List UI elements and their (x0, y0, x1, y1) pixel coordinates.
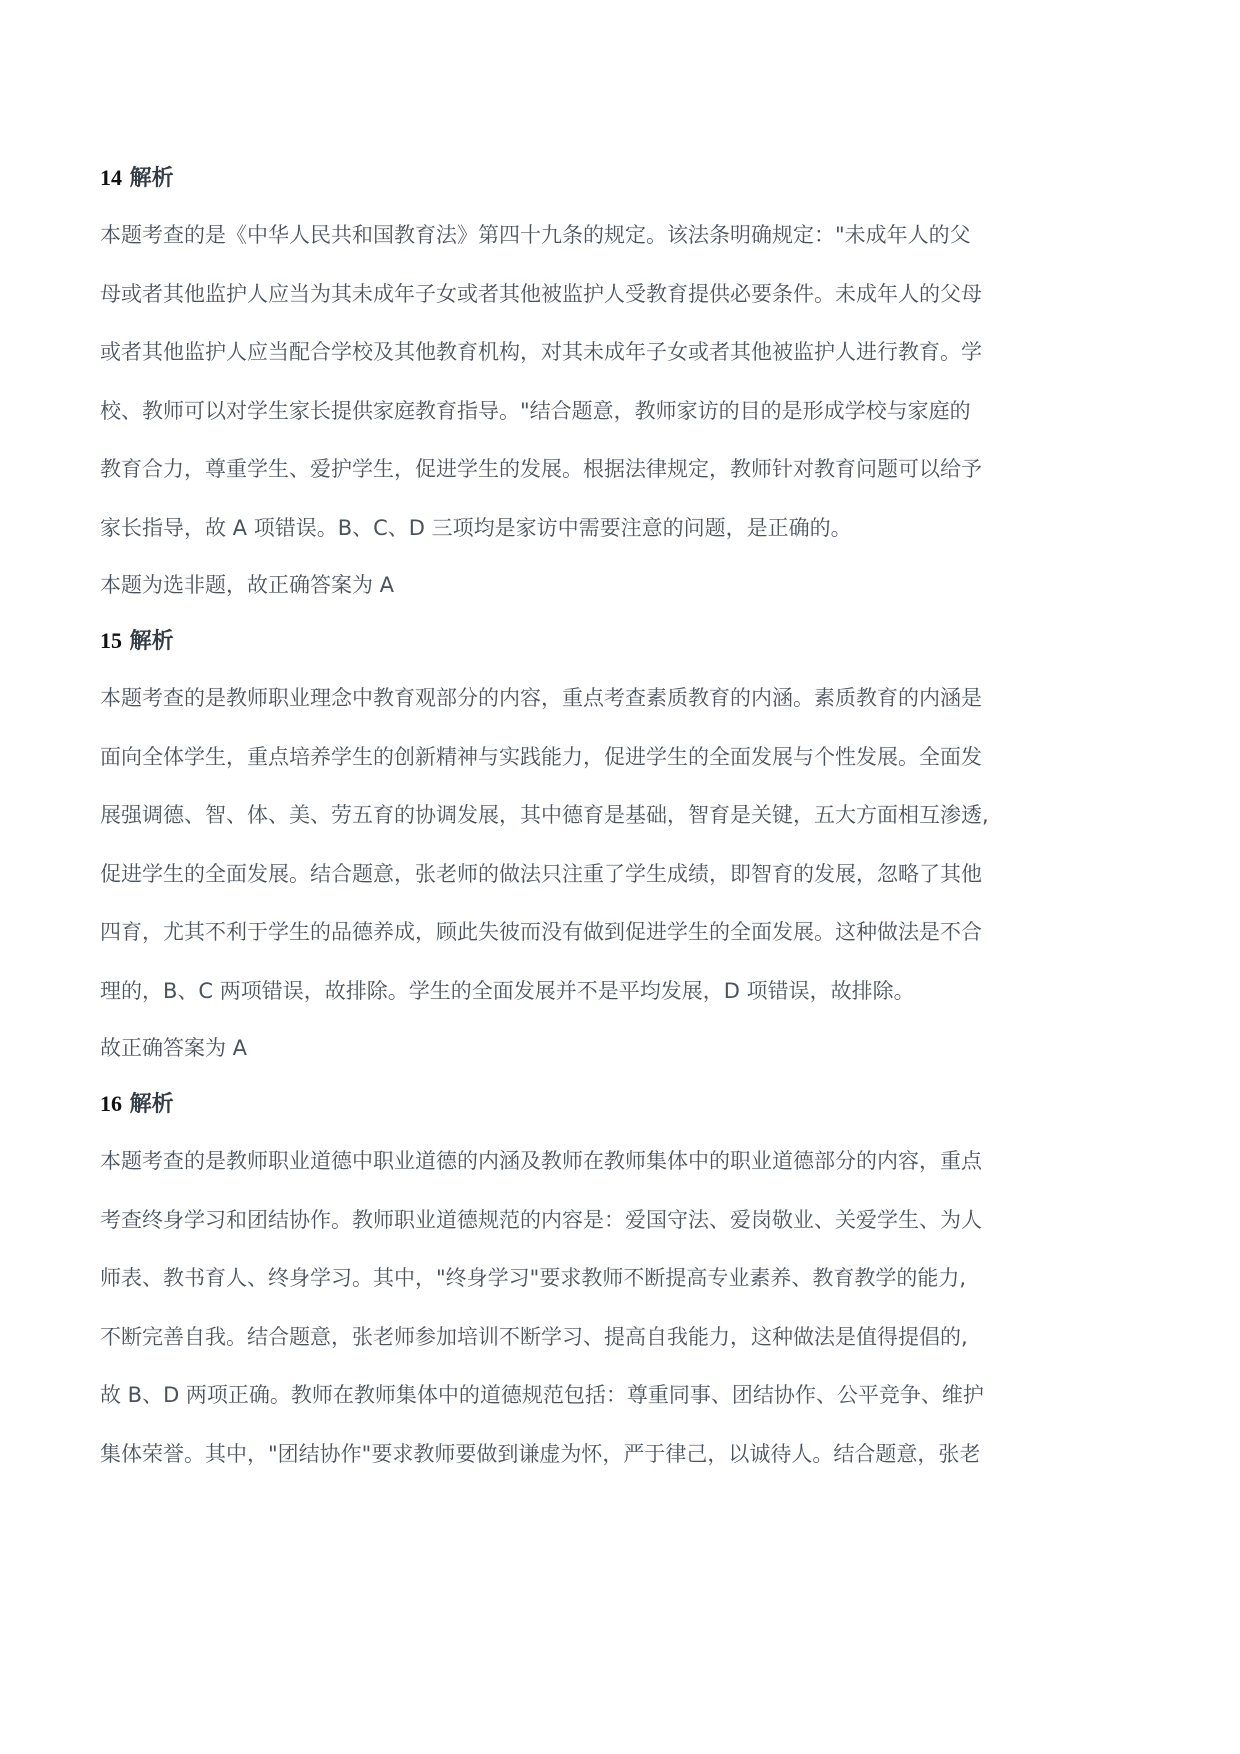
paragraph-line: 母或者其他监护人应当为其未成年子女或者其他被监护人受教育提供必要条件。未成年人的父母 (100, 281, 982, 306)
section-heading (100, 613, 1160, 669)
paragraph-line: 展强调德、智、体、美、劳五育的协调发展，其中德育是基础，智育是关键，五大方面相互渗透, (100, 803, 989, 827)
analysis-section-16 (100, 1076, 1160, 1483)
question-number: 15 (100, 628, 122, 653)
heading-title: 解析 (129, 1092, 174, 1117)
paragraph-line: 促进学生的全面发展。结合题意，张老师的做法只注重了学生成绩，即智育的发展，忽略了其他 (100, 861, 982, 886)
analysis-section-15 (100, 613, 1160, 1076)
paragraph-line: 集体荣誉。其中，"团结协作"要求教师要做到谦虚为怀，严于律己，以诚待人。结合题意，张老 (100, 1441, 981, 1466)
paragraph-line: 不断完善自我。结合题意，张老师参加培训不断学习、提高自我能力，这种做法是值得提倡的, (100, 1324, 968, 1349)
question-number: 14 (100, 165, 122, 190)
paragraph-line: 教育合力，尊重学生、爱护学生，促进学生的发展。根据法律规定，教师针对教育问题可以给予 (100, 457, 982, 481)
analysis-section-14 (100, 150, 1160, 613)
answer-line: 故正确答案为 A (100, 1036, 248, 1060)
document-page (100, 150, 1160, 1483)
paragraph-line: 校、教师可以对学生家长提供家庭教育指导。"结合题意，教师家访的目的是形成学校与家庭的 (100, 398, 971, 423)
paragraph-line: 四育，尤其不利于学生的品德养成，顾此失彼而没有做到促进学生的全面发展。这种做法是不合 (100, 920, 982, 944)
question-number: 16 (100, 1091, 122, 1116)
paragraph-line: 本题考查的是教师职业道德中职业道德的内涵及教师在教师集体中的职业道德部分的内容，重点 (100, 1149, 982, 1173)
paragraph-line: 考查终身学习和团结协作。教师职业道德规范的内容是：爱国守法、爱岗敬业、关爱学生、为人 (100, 1207, 982, 1232)
paragraph-line: 本题考查的是教师职业理念中教育观部分的内容，重点考查素质教育的内涵。素质教育的内涵是 (100, 686, 982, 710)
answer-line: 本题为选非题，故正确答案为 A (100, 573, 395, 597)
paragraph-line: 师表、教书育人、终身学习。其中，"终身学习"要求教师不断提高专业素养、教育教学的能力, (100, 1266, 966, 1290)
paragraph-line: 本题考查的是《中华人民共和国教育法》第四十九条的规定。该法条明确规定："未成年人的父 (100, 223, 971, 247)
section-heading (100, 1076, 1160, 1132)
heading-title: 解析 (129, 166, 174, 191)
paragraph-line: 故 B、D 两项正确。教师在教师集体中的道德规范包括：尊重同事、团结协作、公平竞争、维护 (100, 1383, 984, 1407)
paragraph-line: 家长指导，故 A 项错误。B、C、D 三项均是家访中需要注意的问题，是正确的。 (100, 515, 852, 540)
heading-title: 解析 (129, 629, 174, 654)
section-heading (100, 150, 1160, 206)
paragraph-line: 面向全体学生，重点培养学生的创新精神与实践能力，促进学生的全面发展与个性发展。全面发 (100, 744, 982, 769)
paragraph-line: 理的，B、C 两项错误，故排除。学生的全面发展并不是平均发展，D 项错误，故排除。 (100, 978, 915, 1003)
paragraph-line: 或者其他监护人应当配合学校及其他教育机构，对其未成年子女或者其他被监护人进行教育。学 (100, 340, 982, 364)
